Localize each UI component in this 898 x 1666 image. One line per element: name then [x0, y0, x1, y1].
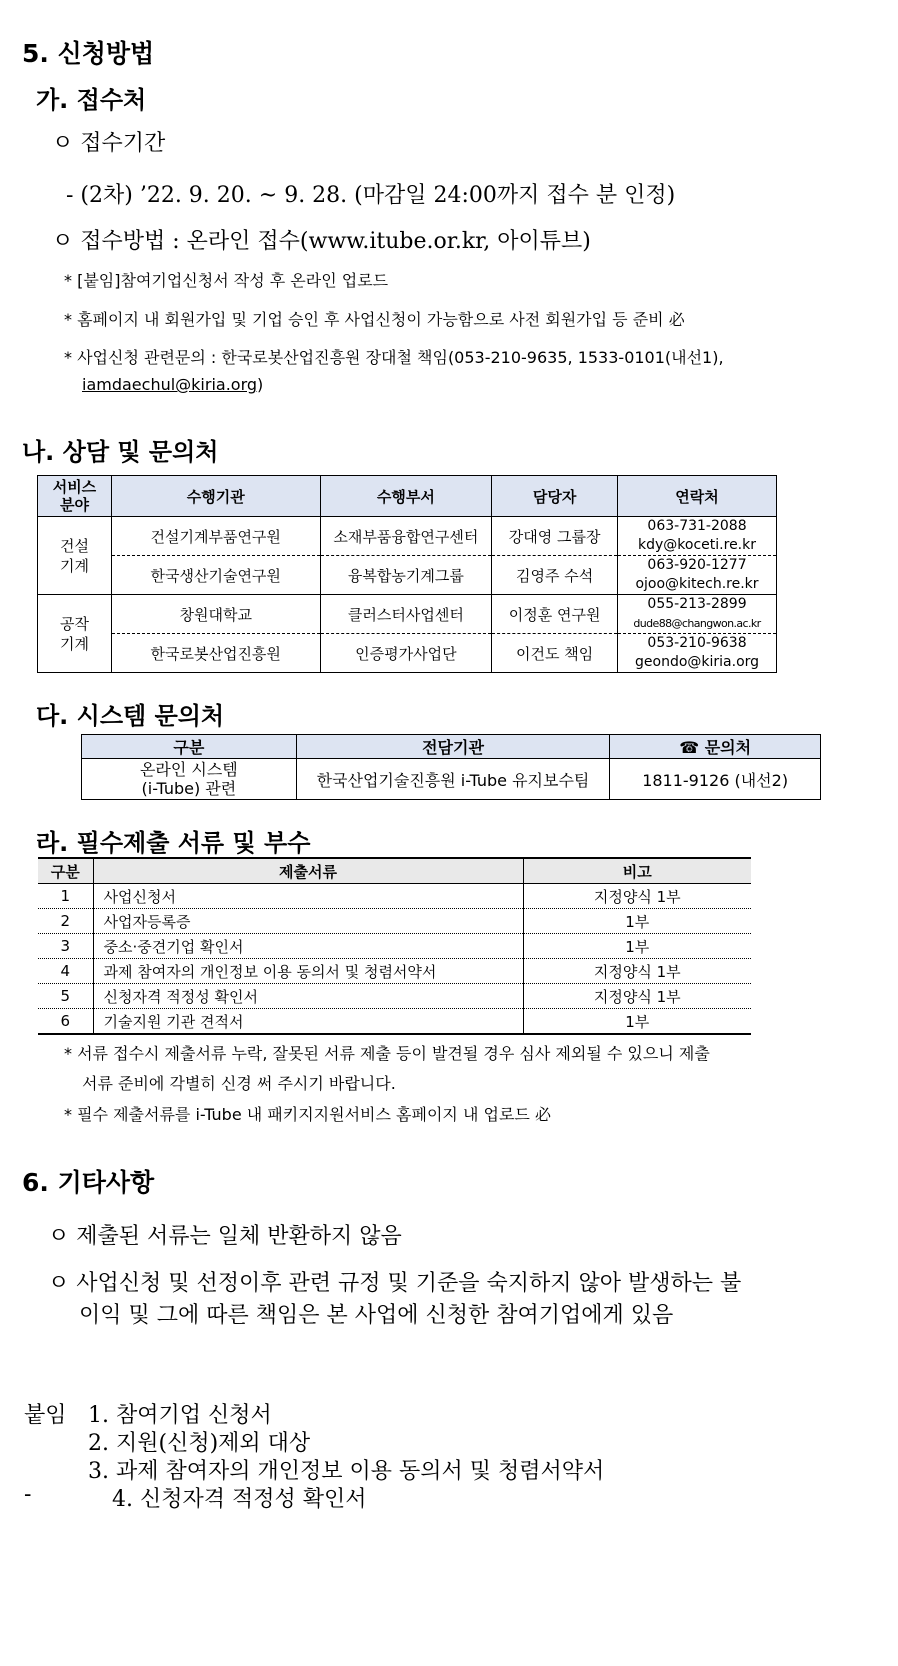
doc-no: 4 [38, 959, 93, 984]
doc-note: 1부 [523, 934, 751, 959]
note-signup: * 홈페이지 내 회원가입 및 기업 승인 후 사업신청이 가능함으로 사전 회원가입 등 준비 必 [64, 310, 685, 329]
header-person: 담당자 [492, 476, 618, 517]
dept-cell: 클러스터사업센터 [320, 595, 492, 634]
note-documents-3: * 필수 제출서류를 i-Tube 내 패키지지원서비스 홈페이지 내 업로드 必 [64, 1105, 551, 1124]
doc-no: 2 [38, 909, 93, 934]
attachment-item-1: 1. 참여기업 신청서 [88, 1403, 272, 1428]
section-5-title: 5. 신청방법 [22, 39, 155, 68]
misc-item-2: ㅇ 사업신청 및 선정이후 관련 규정 및 기준을 숙지하지 않아 발생하는 불 [48, 1271, 742, 1296]
dept-cell: 융복합농기계그룹 [320, 556, 492, 595]
subsection-ga-title: 가. 접수처 [36, 86, 147, 114]
header-service-field: 서비스 분야 [38, 476, 112, 517]
header-category: 구분 [82, 735, 297, 759]
doc-note: 1부 [523, 1009, 751, 1035]
doc-name: 중소·중견기업 확인서 [93, 934, 523, 959]
doc-no: 6 [38, 1009, 93, 1035]
table-row [38, 634, 777, 673]
doc-name: 사업자등록증 [93, 909, 523, 934]
doc-note: 지정양식 1부 [523, 959, 751, 984]
table-row [38, 959, 751, 984]
contact-email[interactable]: dude88@changwon.ac.kr [633, 617, 761, 630]
table-row [38, 934, 751, 959]
section-6-title: 6. 기타사항 [22, 1168, 155, 1197]
table-row [38, 1009, 751, 1035]
attachment-item-2: 2. 지원(신청)제외 대상 [88, 1431, 311, 1456]
contact-email[interactable]: ojoo@kitech.re.kr [635, 576, 759, 592]
documents-table [38, 857, 751, 1035]
contact-email[interactable]: kdy@koceti.re.kr [638, 537, 756, 553]
attachment-dash: - [24, 1482, 32, 1507]
doc-name: 과제 참여자의 개인정보 이용 동의서 및 청렴서약서 [93, 959, 523, 984]
phone-icon: ☎ 문의처 [679, 738, 752, 757]
period-value: - (2차) ’22. 9. 20. ~ 9. 28. (마감일 24:00까지 접수 분 인정) [66, 183, 676, 208]
inquiry-email-tail: ) [257, 375, 264, 394]
header-agency: 전담기관 [296, 735, 610, 759]
dept-cell: 소재부품융합연구센터 [320, 517, 492, 556]
header-dept: 수행부서 [320, 476, 492, 517]
inquiry-email-link[interactable]: iamdaechul@kiria.org [82, 375, 258, 394]
misc-item-1: ㅇ 제출된 서류는 일체 반환하지 않음 [48, 1224, 402, 1249]
attachments-label: 붙임 [24, 1403, 67, 1428]
system-table [81, 734, 821, 800]
header-doc: 제출서류 [93, 858, 523, 884]
system-contact: 1811-9126 (내선2) [610, 759, 821, 800]
note-inquiry: * 사업신청 관련문의 : 한국로봇산업진흥원 장대철 책임(053-210-9635, 1533-0101(내선1), [64, 348, 724, 367]
header-note: 비고 [523, 858, 751, 884]
subsection-ra-title: 라. 필수제출 서류 및 부수 [36, 829, 311, 857]
header-org: 수행기관 [111, 476, 320, 517]
contact-cell: 063-731-2088 kdy@koceti.re.kr [618, 517, 777, 556]
org-cell: 창원대학교 [111, 595, 320, 634]
doc-name: 신청자격 적정성 확인서 [93, 984, 523, 1009]
doc-name: 사업신청서 [93, 884, 523, 909]
doc-name: 기술지원 기관 견적서 [93, 1009, 523, 1035]
contact-cell: 063-920-1277 ojoo@kitech.re.kr [618, 556, 777, 595]
dept-cell: 인증평가사업단 [320, 634, 492, 673]
org-cell: 건설기계부품연구원 [111, 517, 320, 556]
system-org: 한국산업기술진흥원 i-Tube 유지보수팀 [296, 759, 610, 800]
note-upload: * [붙임]참여기업신청서 작성 후 온라인 업로드 [64, 271, 389, 290]
table-row [82, 759, 821, 800]
subsection-na-title: 나. 상담 및 문의처 [22, 438, 219, 466]
contact-email[interactable]: geondo@kiria.org [635, 654, 760, 670]
contact-cell: 053-210-9638 geondo@kiria.org [618, 634, 777, 673]
doc-note: 지정양식 1부 [523, 884, 751, 909]
table-row [38, 595, 777, 634]
doc-no: 3 [38, 934, 93, 959]
doc-no: 1 [38, 884, 93, 909]
attachment-item-4: 4. 신청자격 적정성 확인서 [112, 1487, 367, 1512]
field-construction: 건설 기계 [38, 517, 112, 595]
system-category: 온라인 시스템 (i-Tube) 관련 [82, 759, 297, 800]
org-cell: 한국생산기술연구원 [111, 556, 320, 595]
attachment-item-3: 3. 과제 참여자의 개인정보 이용 동의서 및 청렴서약서 [88, 1459, 605, 1484]
note-documents-1: * 서류 접수시 제출서류 누락, 잘못된 서류 제출 등이 발견될 경우 심사 제외될 수 있으니 제출 [64, 1044, 710, 1063]
method-line: ㅇ 접수방법 : 온라인 접수(www.itube.or.kr, 아이튜브) [52, 229, 591, 254]
period-label: ㅇ 접수기간 [52, 131, 166, 156]
note-inquiry-email-line [82, 375, 263, 394]
doc-note: 1부 [523, 909, 751, 934]
person-cell: 이정훈 연구원 [492, 595, 618, 634]
person-cell: 이건도 책임 [492, 634, 618, 673]
table-row [38, 556, 777, 595]
doc-note: 지정양식 1부 [523, 984, 751, 1009]
doc-no: 5 [38, 984, 93, 1009]
header-contact: 연락처 [618, 476, 777, 517]
table-row [38, 884, 751, 909]
header-no: 구분 [38, 858, 93, 884]
person-cell: 김영주 수석 [492, 556, 618, 595]
table-row [38, 517, 777, 556]
header-phone [610, 735, 821, 759]
misc-item-2-cont: 이익 및 그에 따른 책임은 본 사업에 신청한 참여기업에게 있음 [79, 1303, 674, 1328]
note-documents-2: 서류 준비에 각별히 신경 써 주시기 바랍니다. [82, 1074, 396, 1093]
field-machine-tool: 공작 기계 [38, 595, 112, 673]
consult-table [37, 475, 777, 673]
table-row [38, 909, 751, 934]
subsection-da-title: 다. 시스템 문의처 [36, 702, 225, 730]
table-row [38, 984, 751, 1009]
org-cell: 한국로봇산업진흥원 [111, 634, 320, 673]
person-cell: 강대영 그룹장 [492, 517, 618, 556]
contact-cell: 055-213-2899 dude88@changwon.ac.kr [618, 595, 777, 634]
